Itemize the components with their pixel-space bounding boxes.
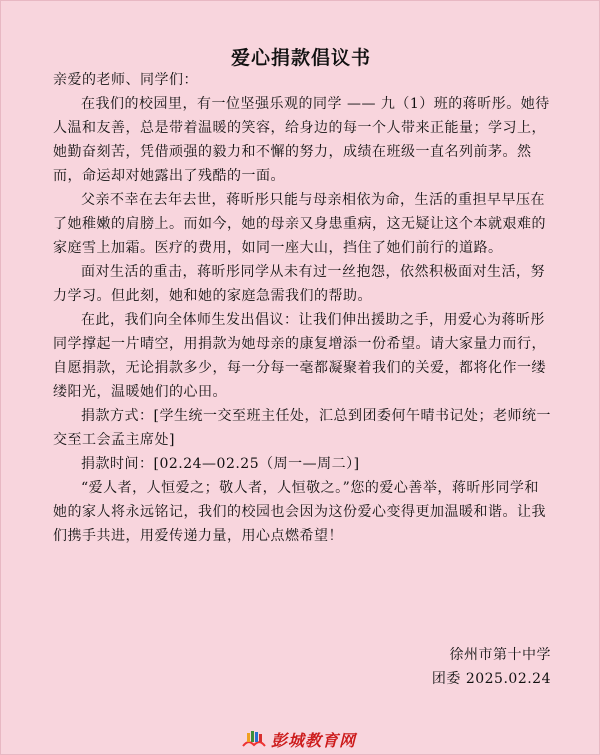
watermark-text: 彭城教育网 bbox=[271, 730, 357, 750]
document-body bbox=[53, 68, 553, 548]
salutation: 亲爱的老师、同学们： bbox=[53, 72, 198, 88]
paragraph-family: 父亲不幸在去年去世，蒋昕彤只能与母亲相依为命，生活的重担早早压在了她稚嫩的肩膀上。而如今，她的母亲又身患重病，这无疑让这个本就艰难的家庭雪上加霜。医疗的费用，如同一座大山，挡住了她们前行的道路。 bbox=[53, 192, 546, 256]
paragraph-appeal: 在此，我们向全体师生发出倡议：让我们伸出援助之手，用爱心为蒋昕彤同学撑起一片晴空，用捐款为她母亲的康复增添一份希望。请大家量力而行，自愿捐款，无论捐款多少，每一分每一毫都凝聚着我们的关爱，都将化作一缕缕阳光，温暖她们的心田。 bbox=[53, 312, 546, 400]
paragraph-donation-time: 捐款时间：[02.24—02.25（周一—周二）] bbox=[81, 456, 360, 472]
site-watermark bbox=[241, 728, 356, 750]
signature-block bbox=[432, 643, 551, 691]
paragraph-intro: 在我们的校园里，有一位坚强乐观的同学 —— 九（1）班的蒋昕彤。她待人温和友善，总是带着温暖的笑容，给身边的每一个人带来正能量；学习上，她勤奋刻苦，凭借顽强的毅力和不懈的努力，成绩在班级一直名列前茅。然而，命运却对她露出了残酷的一面。 bbox=[53, 96, 550, 184]
books-logo-icon bbox=[241, 729, 267, 749]
signature-org-date: 团委 2025.02.24 bbox=[431, 671, 551, 687]
paragraph-attitude: 面对生活的重击，蒋昕彤同学从未有过一丝抱怨，依然积极面对生活，努力学习。但此刻，她和她的家庭急需我们的帮助。 bbox=[53, 264, 545, 304]
paragraph-donation-method: 捐款方式：[学生统一交至班主任处，汇总到团委何午晴书记处；老师统一交至工会孟主席处] bbox=[53, 408, 551, 448]
paragraph-closing: “爱人者，人恒爱之；敬人者，人恒敬之。”您的爱心善举，蒋昕彤同学和她的家人将永远铭记，我们的校园也会因为这份爱心变得更加温暖和谐。让我们携手共进，用爱传递力量，用心点燃希望！ bbox=[53, 480, 546, 544]
signature-school: 徐州市第十中学 bbox=[449, 647, 551, 663]
document-title: 爱心捐款倡议书 bbox=[230, 47, 371, 69]
